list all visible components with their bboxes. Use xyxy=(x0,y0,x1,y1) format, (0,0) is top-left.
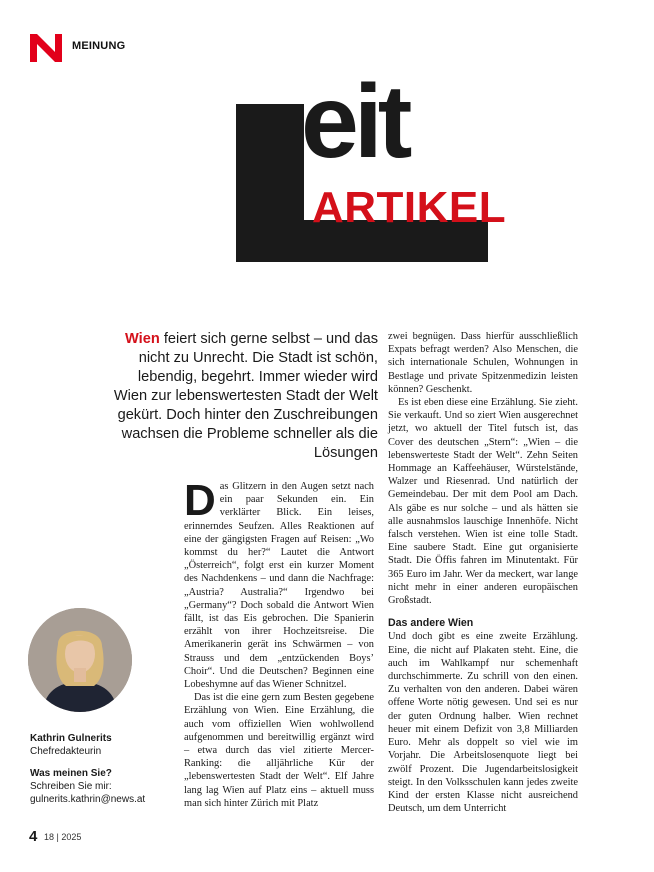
lead-paragraph xyxy=(110,330,378,463)
article-paragraph: Und doch gibt es eine zweite Erzählung. Eine, die nicht auf Plakaten steht. Eine, die auch im Wahlkampf nur schemenhaft durchschimmerte. Zu schrill von den einen. Zu verhalten von den anderen. Dabei wären offene Worte nötig gewesen. Und sei es nur der guten Ordnung halber. Wien rechnet heuer mit einem Defizit von 3,8 Milliarden Euro. Mehr als doppelt so viel wie im Vorjahr. Die Arbeitslosenquote liegt bei zwölf Prozent. Die Jugendarbeitslosigkeit steigt. In den Volksschulen kann jedes zweite Kind der ersten Klasse nicht ausreichend Deutsch, um dem Unterricht xyxy=(388,631,578,815)
title-artikel: ARTIKEL xyxy=(312,183,507,232)
title-eit: eit xyxy=(301,64,408,180)
article-paragraph: Es ist eben diese eine Erzählung. Sie zieht. Sie verkauft. Und so ziert Wien ausgerechnet jetzt, wo aktuell der Titel futsch ist, das Cover des deutschen „Stern“: „Wien – die lebenswerteste Stadt der Welt“. Zehn Seiten Hommage an Kaffeehäuser, Würstelstände, Walzer und Riesenrad. Und natürlich der Gemeindebau. Der mit dem Pool am Dach. Als gäbe es nur solche – und als hätten sie alle ausnahmslos lauschige Innenhöfe. Nicht falsch verstehen. Wien ist eine tolle Stadt. Eine saubere Stadt. Eine gut organisierte Stadt. Die Öffis fahren im Minutentakt. Für 365 Euro im Jahr. Wer da meckert, war lange nicht mehr in einer anderen europäischen Großstadt. xyxy=(388,397,578,607)
author-role: Chefredakteurin xyxy=(30,746,102,757)
news-logo xyxy=(30,34,62,62)
author-portrait-icon xyxy=(28,608,132,712)
author-photo xyxy=(28,608,132,712)
article-column-2 xyxy=(388,330,578,815)
article-column-1 xyxy=(184,476,374,810)
paragraph-text: as Glitzern in den Augen setzt nach ein paar Sekunden ein. Ein verklärter Blick. Ein leises, erinnerndes Seufzen. Alles Reaktionen auf eine der gängigsten Fragen auf Reisen: „Wo kommst du her?“ Lautet die Antwort „Österreich“, folgt erst ein kurzer Moment des Nachdenkens – und dann die Nachfrage: „Austria? Australia?“ Irgendwo bei „Germany“? Doch sobald die Antwort Wien fällt, ist das Eis gebrochen. Die Spanierin erzählt von ihrer Hochzeitsreise. Die Amerikanerin gerät ins Schwärmen – von Strauss und dem „entzückenden Boys’ Choir“. Und die Deutschen? Beginnen eine Lobeshymne auf das Wiener Schnitzel. xyxy=(184,481,374,691)
section-label: MEINUNG xyxy=(72,40,126,52)
author-email[interactable]: gulnerits.kathrin@news.at xyxy=(30,794,146,805)
feedback-prompt: Schreiben Sie mir: xyxy=(30,781,112,792)
author-name: Kathrin Gulnerits xyxy=(30,733,112,744)
issue-number: 18 | 2025 xyxy=(44,832,82,842)
article-paragraph xyxy=(184,476,374,691)
author-box xyxy=(30,732,180,806)
drop-cap: D xyxy=(184,476,216,525)
subheading: Das andere Wien xyxy=(388,617,474,630)
article-paragraph: zwei begnügen. Dass hierfür ausschließlich Expats befragt werden? Also Menschen, die sich internationale Schulen, Wohnungen in Bestlage und private Spitzenmedizin leisten können? Geschenkt. xyxy=(388,331,578,395)
article-paragraph: Das ist die eine gern zum Besten gegebene Erzählung von Wien. Eine Erzählung, die auch vom offiziellen Wien wohlwollend aufgenommen und bereitwillig ergänzt wird – etwa durch das viel zitierte Mercer-Ranking: die alljährliche Kür der „lebenswertesten Stadt der Welt“. Elf Jahre lang lag Wien auf Platz eins – aktuell muss man sich hinter Zürich mit Platz xyxy=(184,692,374,809)
lead-text: feiert sich gerne selbst – und das nicht zu Unrecht. Die Stadt ist schön, lebendig, begehrt. Immer wieder wird Wien zur lebenswertesten Stadt der Welt gekürt. Doch hinter den Zuschreibungen wachsen die Probleme schneller als die Lösungen xyxy=(113,331,378,461)
feedback-question: Was meinen Sie? xyxy=(30,768,112,779)
lead-keyword: Wien xyxy=(125,331,160,347)
page-number: 4 xyxy=(29,828,38,845)
